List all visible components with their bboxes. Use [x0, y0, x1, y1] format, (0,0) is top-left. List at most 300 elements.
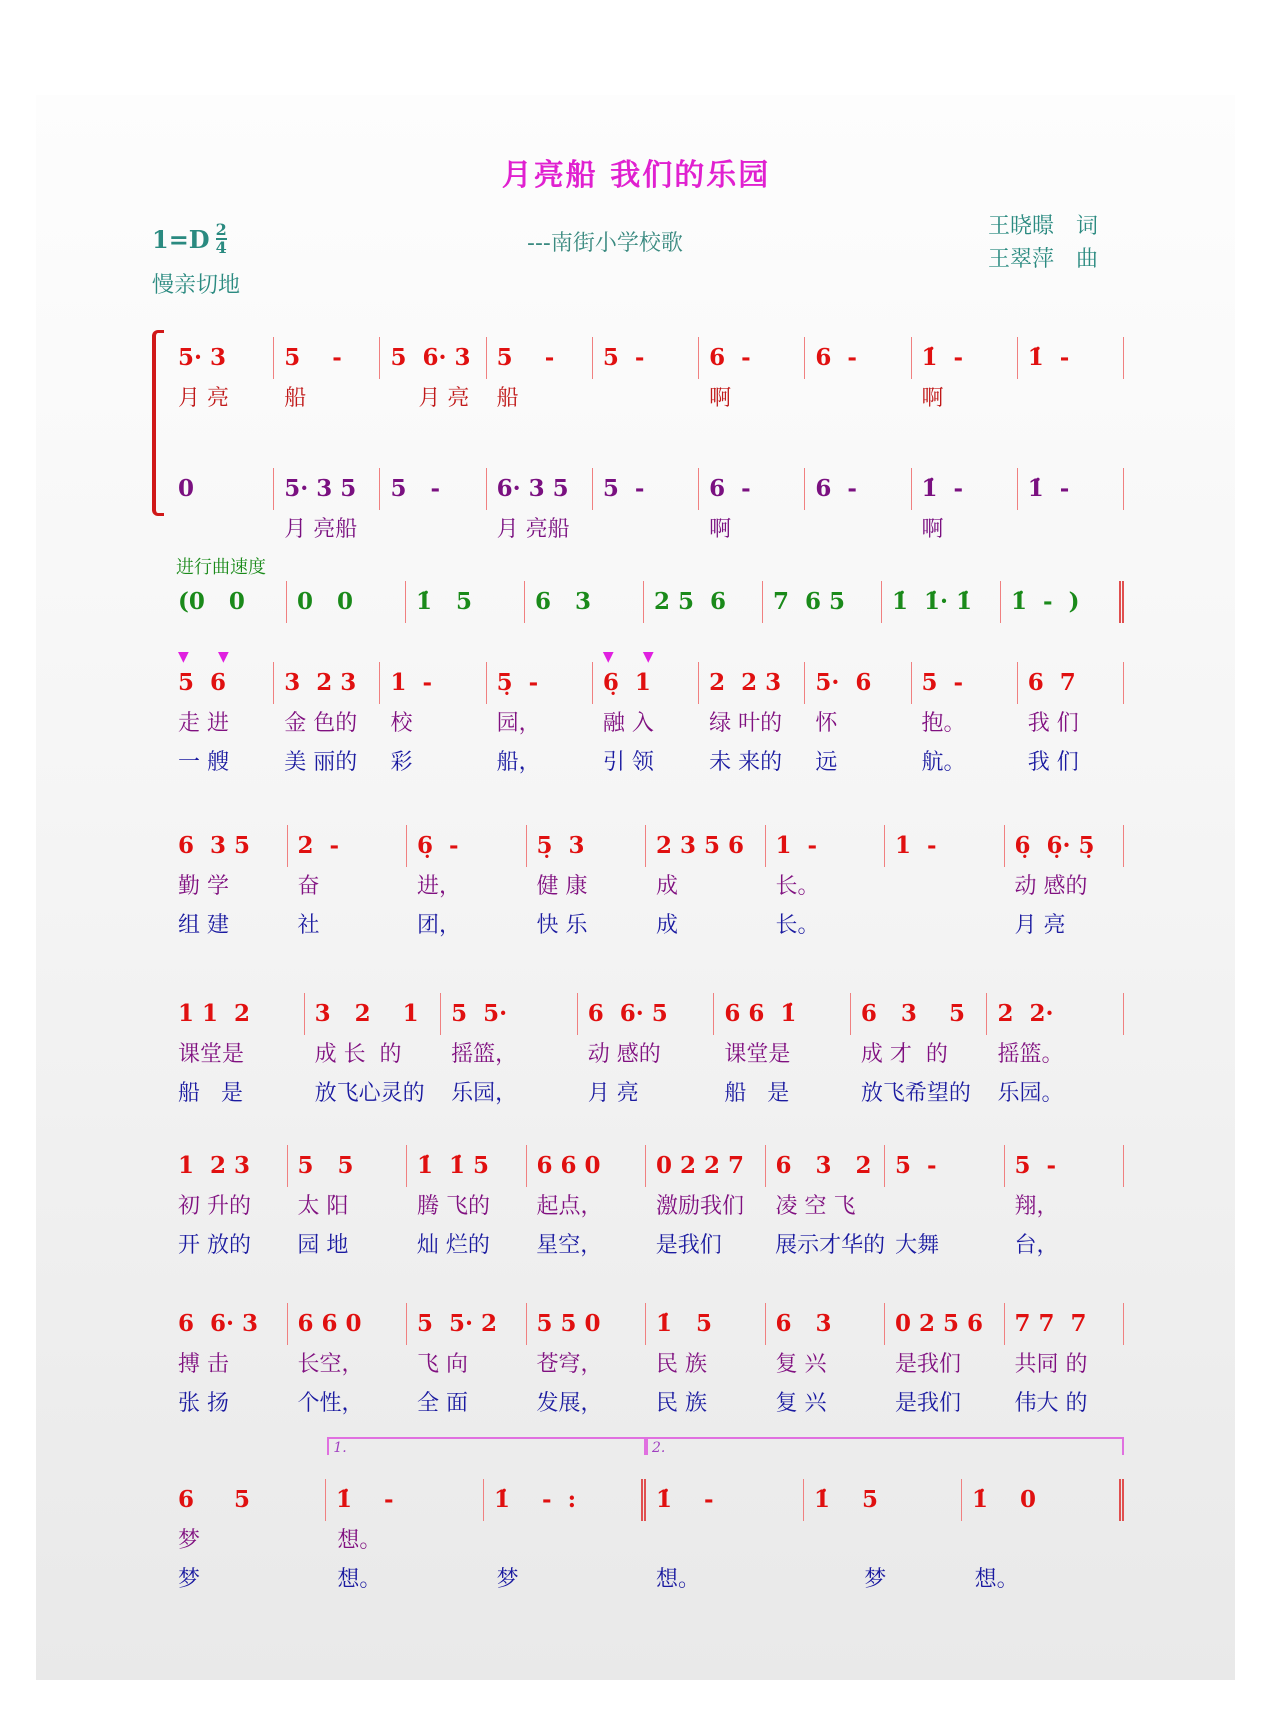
lyric-text: 个性， — [297, 1391, 364, 1416]
note-group: 6 6· 3 — [178, 1310, 259, 1337]
notes-row — [168, 581, 1124, 623]
note-group: 6̣ 6̣· 5̣ — [1014, 832, 1095, 859]
lyric-text: 我 们 — [1027, 711, 1079, 736]
staff-system — [168, 1440, 1124, 1599]
staff-system — [168, 1303, 1124, 1423]
lyric-text: 展示才华的 — [775, 1233, 886, 1258]
lyric-text — [487, 1521, 646, 1560]
measure-notes — [326, 1479, 484, 1521]
lyric-text: 船， — [496, 750, 541, 775]
note-group: 2 - — [297, 832, 340, 859]
measure-notes — [168, 581, 287, 623]
lyric-text: 是我们 — [895, 1391, 962, 1416]
note-group: 6 - — [709, 344, 751, 371]
lyric-text: 起点， — [536, 1194, 603, 1219]
note-group: 7 7 7 — [1014, 1310, 1087, 1337]
note-group: 5· 3 — [178, 344, 227, 371]
lyric-text: 月 亮船 — [496, 517, 570, 542]
note-group: 5 6 — [178, 669, 227, 696]
staff-system — [168, 825, 1124, 945]
note-group: 6 - — [815, 344, 857, 371]
lyric-text — [965, 1521, 1124, 1560]
lyric-text: 星空， — [536, 1233, 603, 1258]
staff-system — [168, 649, 1124, 782]
measure-notes — [305, 993, 442, 1035]
measure-notes — [380, 337, 486, 379]
note-group: 1 1 2 — [178, 1000, 251, 1027]
note-group: 6 - — [815, 475, 857, 502]
measure-notes — [274, 662, 380, 704]
note-group: 5 - — [602, 344, 645, 371]
notes-row — [168, 1303, 1124, 1345]
note-group: 2 3 5 6 — [656, 832, 745, 859]
lyric-text: 梦 — [815, 1567, 887, 1592]
lyric-text: 放飞希望的 — [860, 1081, 971, 1106]
measure-notes — [1018, 662, 1124, 704]
measure-notes — [962, 1479, 1124, 1521]
lyric-text: 航。 — [921, 750, 966, 775]
lyric-text: 成 长 的 — [314, 1042, 402, 1067]
lyric-text: 长。 — [775, 913, 820, 938]
measure-notes — [766, 825, 886, 867]
note-group: 1 - — [775, 832, 818, 859]
lyric-text: 一 艘 — [178, 750, 229, 775]
measure-notes — [1005, 825, 1125, 867]
lyric-text: 融 入 — [602, 711, 654, 736]
lyric-text: 腾 飞的 — [417, 1194, 490, 1219]
staff-system — [168, 581, 1124, 623]
lyric-text: 金 色的 — [284, 711, 358, 736]
measure-notes — [274, 337, 380, 379]
measure-notes — [699, 468, 805, 510]
note-group: 5 - — [895, 1152, 937, 1179]
note-group: 1̇ 0 — [972, 1486, 1037, 1513]
march-tempo-marking: 进行曲速度 — [176, 557, 266, 578]
lyric-text: 月 亮 — [1014, 913, 1066, 938]
note-group: 1̇ - — [1027, 475, 1070, 502]
measure-notes — [1005, 1145, 1125, 1187]
meter-bottom: 4 — [215, 238, 227, 257]
notes-row — [168, 1145, 1124, 1187]
lyric-text: 未 来的 — [709, 750, 783, 775]
lyricist-role: 词 — [1076, 214, 1099, 239]
note-group: 5̣ - — [496, 669, 539, 696]
measure-notes — [407, 1303, 527, 1345]
measure-notes — [1005, 1303, 1125, 1345]
measure-notes — [380, 662, 486, 704]
note-group: 5 - — [284, 344, 342, 371]
lyric-text: 我 们 — [1027, 750, 1079, 775]
lyric-text: 动 感的 — [1014, 874, 1088, 899]
note-group: 5 5· 2 — [417, 1310, 498, 1337]
lyric-text: 彩 — [390, 750, 413, 775]
measure-notes — [380, 468, 486, 510]
measure-notes — [1018, 468, 1124, 510]
note-group: 6 3 5 — [860, 1000, 965, 1027]
note-group: 1̇ 5 — [814, 1486, 879, 1513]
measure-notes — [288, 1303, 408, 1345]
lyric-text: 啊 — [921, 517, 944, 542]
measure-notes — [288, 825, 408, 867]
measure-notes — [487, 337, 593, 379]
lyrics-row-1 — [168, 1187, 1124, 1226]
note-group: 0 2 5 6 — [895, 1310, 984, 1337]
measure-notes — [885, 1145, 1005, 1187]
measure-notes — [527, 1303, 647, 1345]
lyric-text: 太 阳 — [297, 1194, 349, 1219]
note-group: 6 6 1̇ — [724, 1000, 797, 1027]
lyric-text: 激励我们 — [656, 1194, 745, 1219]
lyric-text: 月 亮 — [390, 386, 470, 411]
notes-row — [168, 337, 1124, 379]
note-group: 1̇ 1̇· 1̇ — [892, 588, 973, 615]
measure-notes — [168, 993, 305, 1035]
lyric-text: 成 — [656, 874, 679, 899]
note-group: 7 6 5 — [773, 588, 846, 615]
note-group: 5· 3 5 — [284, 475, 357, 502]
note-group: 5 - — [496, 344, 555, 371]
lyric-text: 翔， — [1014, 1194, 1059, 1219]
tempo-marking: 慢亲切地 — [152, 273, 241, 298]
measure-notes — [168, 1303, 288, 1345]
lyric-text: 进， — [417, 874, 462, 899]
lyric-text: 民 族 — [656, 1352, 707, 1377]
note-group: 5̣ 3 — [536, 832, 585, 859]
lyric-text: 想。 — [337, 1528, 382, 1553]
lyric-text — [885, 867, 1005, 906]
note-group: 6 3 2 — [775, 1152, 872, 1179]
lyric-text: 啊 — [709, 386, 732, 411]
key-tonic: 1=D — [152, 224, 210, 254]
note-group: 1̇ - — [921, 344, 964, 371]
lyric-text: 初 升的 — [178, 1194, 251, 1219]
lyric-text — [1018, 379, 1124, 418]
measure-notes — [912, 662, 1018, 704]
lyric-text: 是我们 — [895, 1352, 962, 1377]
measure-notes — [714, 993, 851, 1035]
meter-top: 2 — [215, 220, 227, 239]
note-group: 1̇ 1̇ 5 — [417, 1152, 490, 1179]
lyric-text — [593, 510, 699, 549]
lyric-text: 啊 — [709, 517, 732, 542]
note-group: 2 2 3 — [709, 669, 782, 696]
lyric-text: 飞 向 — [417, 1352, 468, 1377]
note-group: 5 5· — [451, 1000, 508, 1027]
lyric-text: 啊 — [921, 386, 944, 411]
lyric-text: 苍穹， — [536, 1352, 603, 1377]
lyric-text: 摇篮， — [451, 1042, 518, 1067]
lyric-text: 复 兴 — [775, 1352, 827, 1377]
measure-notes — [912, 337, 1018, 379]
measure-notes — [527, 825, 647, 867]
lyric-text: 绿 叶的 — [709, 711, 783, 736]
measure-notes — [699, 337, 805, 379]
lyrics-row-2 — [168, 1074, 1124, 1113]
note-group: 1̇ - — [656, 1486, 714, 1513]
note-group: 2 5 6 — [654, 588, 727, 615]
note-group: 3 2 3 — [284, 669, 357, 696]
measure-notes — [593, 649, 699, 704]
lyric-text: 复 兴 — [775, 1391, 827, 1416]
lyric-text: 发展， — [536, 1391, 603, 1416]
measure-notes — [763, 581, 882, 623]
lyric-text: 想。 — [337, 1567, 382, 1592]
measure-notes — [407, 825, 527, 867]
notes-row — [168, 649, 1124, 704]
lyric-text: 船 是 — [178, 1081, 243, 1106]
note-group: 6̣ 1 — [602, 669, 651, 696]
staff-system — [168, 337, 1124, 418]
lyrics-row-2 — [168, 1560, 1124, 1599]
note-group: 6 6 0 — [297, 1310, 362, 1337]
lyric-text: 船 — [284, 386, 307, 411]
lyric-text — [646, 1521, 805, 1560]
staff-system — [168, 993, 1124, 1113]
accent-icon: ▼ — [218, 649, 229, 665]
measure-notes — [885, 825, 1005, 867]
lyric-text — [380, 510, 486, 549]
lyrics-row-1 — [168, 379, 1124, 418]
time-signature — [216, 222, 227, 256]
measure-notes — [168, 1145, 288, 1187]
measure-notes — [646, 1303, 766, 1345]
lyric-text — [805, 1521, 964, 1560]
note-group: 5 - — [1014, 1152, 1057, 1179]
note-group: 1 2 3 — [178, 1152, 251, 1179]
accent-icon: ▼ — [602, 649, 614, 665]
notes-row — [168, 468, 1124, 510]
key-signature — [152, 222, 227, 256]
lyric-text: 想。 — [655, 1567, 700, 1592]
note-group: 5· 6 — [815, 669, 872, 696]
note-group: 1̇ - : — [494, 1486, 577, 1513]
lyric-text: 船 — [496, 386, 519, 411]
note-group: 1 - — [895, 832, 937, 859]
song-title: 月亮船 我们的乐园 — [501, 158, 771, 193]
subtitle: ---南街小学校歌 — [527, 231, 683, 256]
measure-notes — [885, 1303, 1005, 1345]
lyrics-row-1 — [168, 704, 1124, 743]
note-group: 5 - — [921, 669, 964, 696]
staff-system — [168, 1145, 1124, 1265]
notes-row — [168, 1479, 1124, 1521]
lyric-text: 伟大 的 — [1014, 1391, 1088, 1416]
lyric-text: 月 亮 — [178, 386, 229, 411]
lyricist — [988, 210, 1098, 243]
note-group: 6 7 — [1027, 669, 1076, 696]
lyrics-row-1 — [168, 1345, 1124, 1384]
lyric-text: 乐园。 — [997, 1081, 1064, 1106]
lyric-text: 怀 — [815, 711, 838, 736]
lyric-text — [168, 510, 274, 549]
accent-icon: ▼ — [178, 649, 189, 665]
measure-notes — [912, 468, 1018, 510]
measure-notes — [851, 993, 988, 1035]
lyric-text: 月 亮船 — [284, 517, 358, 542]
note-group: 1̇ - — [336, 1486, 394, 1513]
note-group: 5 5 0 — [536, 1310, 601, 1337]
staff-system — [168, 468, 1124, 549]
lyric-text: 园 地 — [297, 1233, 349, 1258]
lyric-text: 摇篮。 — [997, 1042, 1064, 1067]
system-bracket — [152, 330, 164, 516]
measure-notes — [593, 468, 699, 510]
credits — [988, 210, 1098, 276]
lyric-text: 奋 — [297, 874, 320, 899]
lyric-text: 共同 的 — [1014, 1352, 1088, 1377]
lyric-text: 月 亮 — [587, 1081, 639, 1106]
measure-notes — [882, 581, 1001, 623]
note-group: 6 5 — [178, 1486, 251, 1513]
measure-notes — [168, 825, 288, 867]
lyrics-row-2 — [168, 1384, 1124, 1423]
measure-notes — [168, 1479, 326, 1521]
measure-notes — [646, 825, 766, 867]
measure-notes — [1001, 581, 1124, 623]
measure-notes — [527, 1145, 647, 1187]
note-group: 5 - — [602, 475, 645, 502]
note-group: 1̇ 5 — [416, 588, 473, 615]
measure-notes — [644, 581, 763, 623]
measure-notes — [525, 581, 644, 623]
lyric-text: 勤 学 — [178, 874, 229, 899]
lyrics-row-1 — [168, 1035, 1124, 1074]
note-group: 5 5 — [297, 1152, 354, 1179]
lyric-text — [885, 1187, 1005, 1226]
lyric-text: 凌 空 飞 — [775, 1194, 856, 1219]
note-group: 6 - — [709, 475, 751, 502]
composer-role: 曲 — [1076, 247, 1099, 272]
lyric-text: 放飞心灵的 — [314, 1081, 425, 1106]
note-group: 6 6 0 — [536, 1152, 601, 1179]
lyric-text — [885, 906, 1005, 945]
note-group: 6 3 — [535, 588, 592, 615]
lyric-text — [805, 510, 911, 549]
lyric-text — [1018, 510, 1124, 549]
measure-notes — [168, 468, 274, 510]
notes-row — [168, 825, 1124, 867]
lyric-text: 船 是 — [724, 1081, 790, 1106]
volta-bracket: 2. — [646, 1437, 1124, 1455]
lyric-text: 是我们 — [655, 1233, 722, 1258]
note-group: 0 0 — [297, 588, 354, 615]
measure-notes — [805, 662, 911, 704]
measure-notes — [699, 662, 805, 704]
lyricist-name: 王晓暻 — [988, 214, 1055, 239]
measure-notes — [593, 337, 699, 379]
note-group: 0 2 2 7 — [656, 1152, 745, 1179]
note-group: 6 6· 5 — [587, 1000, 668, 1027]
lyric-text: 长空， — [297, 1352, 364, 1377]
note-group: 1̇ - ) — [1011, 588, 1080, 615]
note-group: 0 — [178, 475, 195, 502]
note-group: 5 6· 3 — [390, 344, 471, 371]
lyrics-row-1 — [168, 867, 1124, 906]
note-group: 1 - — [390, 669, 433, 696]
lyrics-row-2 — [168, 906, 1124, 945]
lyric-text: 校 — [390, 711, 413, 736]
lyric-text: 社 — [297, 913, 320, 938]
measure-notes — [987, 993, 1124, 1035]
lyric-text: 动 感的 — [587, 1042, 661, 1067]
measure-notes — [288, 1145, 408, 1187]
lyric-text: 组 建 — [178, 913, 229, 938]
composer-name: 王翠萍 — [988, 247, 1055, 272]
volta-bracket: 1. — [327, 1437, 646, 1455]
lyric-text: 民 族 — [656, 1391, 707, 1416]
lyric-text: 张 扬 — [178, 1391, 229, 1416]
note-group: 1̇ - — [921, 475, 964, 502]
lyric-text: 园， — [496, 711, 541, 736]
measure-notes — [646, 1145, 766, 1187]
lyric-text — [805, 379, 911, 418]
notes-row — [168, 993, 1124, 1035]
accent-icon: ▼ — [642, 649, 654, 665]
lyric-text: 远 — [815, 750, 838, 775]
measure-notes — [484, 1479, 646, 1521]
composer — [988, 243, 1098, 276]
measure-notes — [168, 649, 274, 704]
lyric-text: 梦 — [178, 1528, 201, 1553]
note-group: 6 3 5 — [178, 832, 251, 859]
lyric-text: 乐园， — [451, 1081, 518, 1106]
lyric-text: 灿 烂的 — [416, 1233, 490, 1258]
lyric-text: 快 乐 — [536, 913, 588, 938]
lyric-text: 成 才 的 — [860, 1042, 948, 1067]
lyric-text: 大舞 — [895, 1233, 940, 1258]
lyric-text: 全 面 — [417, 1391, 468, 1416]
measure-notes — [805, 337, 911, 379]
lyrics-row-1 — [168, 1521, 1124, 1560]
measure-notes — [407, 1145, 527, 1187]
measure-notes — [274, 468, 380, 510]
lyric-text: 课堂是 — [724, 1042, 791, 1067]
note-group: 1̇ 5 — [656, 1310, 713, 1337]
measure-notes — [766, 1145, 886, 1187]
note-group: 6· 3 5 — [496, 475, 569, 502]
measure-notes — [766, 1303, 886, 1345]
lyric-text: 梦 — [178, 1567, 201, 1592]
measure-notes — [805, 468, 911, 510]
note-group: 6̣ - — [417, 832, 459, 859]
lyric-text: 搏 击 — [178, 1352, 229, 1377]
measure-notes — [487, 468, 593, 510]
lyric-text: 美 丽的 — [284, 750, 358, 775]
measure-notes — [578, 993, 715, 1035]
measure-notes — [287, 581, 406, 623]
lyric-text: 抱。 — [921, 711, 966, 736]
lyric-text: 梦 — [496, 1567, 519, 1592]
note-group: 2 2· — [997, 1000, 1054, 1027]
note-group: 3 2 1 — [314, 1000, 419, 1027]
note-group: (0 0 — [178, 588, 245, 615]
lyrics-row-1 — [168, 510, 1124, 549]
lyric-text — [593, 379, 699, 418]
lyric-text: 引 领 — [602, 750, 654, 775]
measure-notes — [646, 1479, 804, 1521]
lyric-text: 团， — [417, 913, 462, 938]
lyric-text: 开 放的 — [178, 1233, 251, 1258]
measure-notes — [406, 581, 525, 623]
note-group: 5 - — [390, 475, 441, 502]
measure-notes — [441, 993, 578, 1035]
note-group: 1̇ - — [1027, 344, 1070, 371]
lyrics-row-2 — [168, 1226, 1124, 1265]
measure-notes — [804, 1479, 962, 1521]
lyric-text: 想。 — [974, 1567, 1019, 1592]
lyric-text: 课堂是 — [178, 1042, 245, 1067]
note-group: 6 3 — [775, 1310, 832, 1337]
